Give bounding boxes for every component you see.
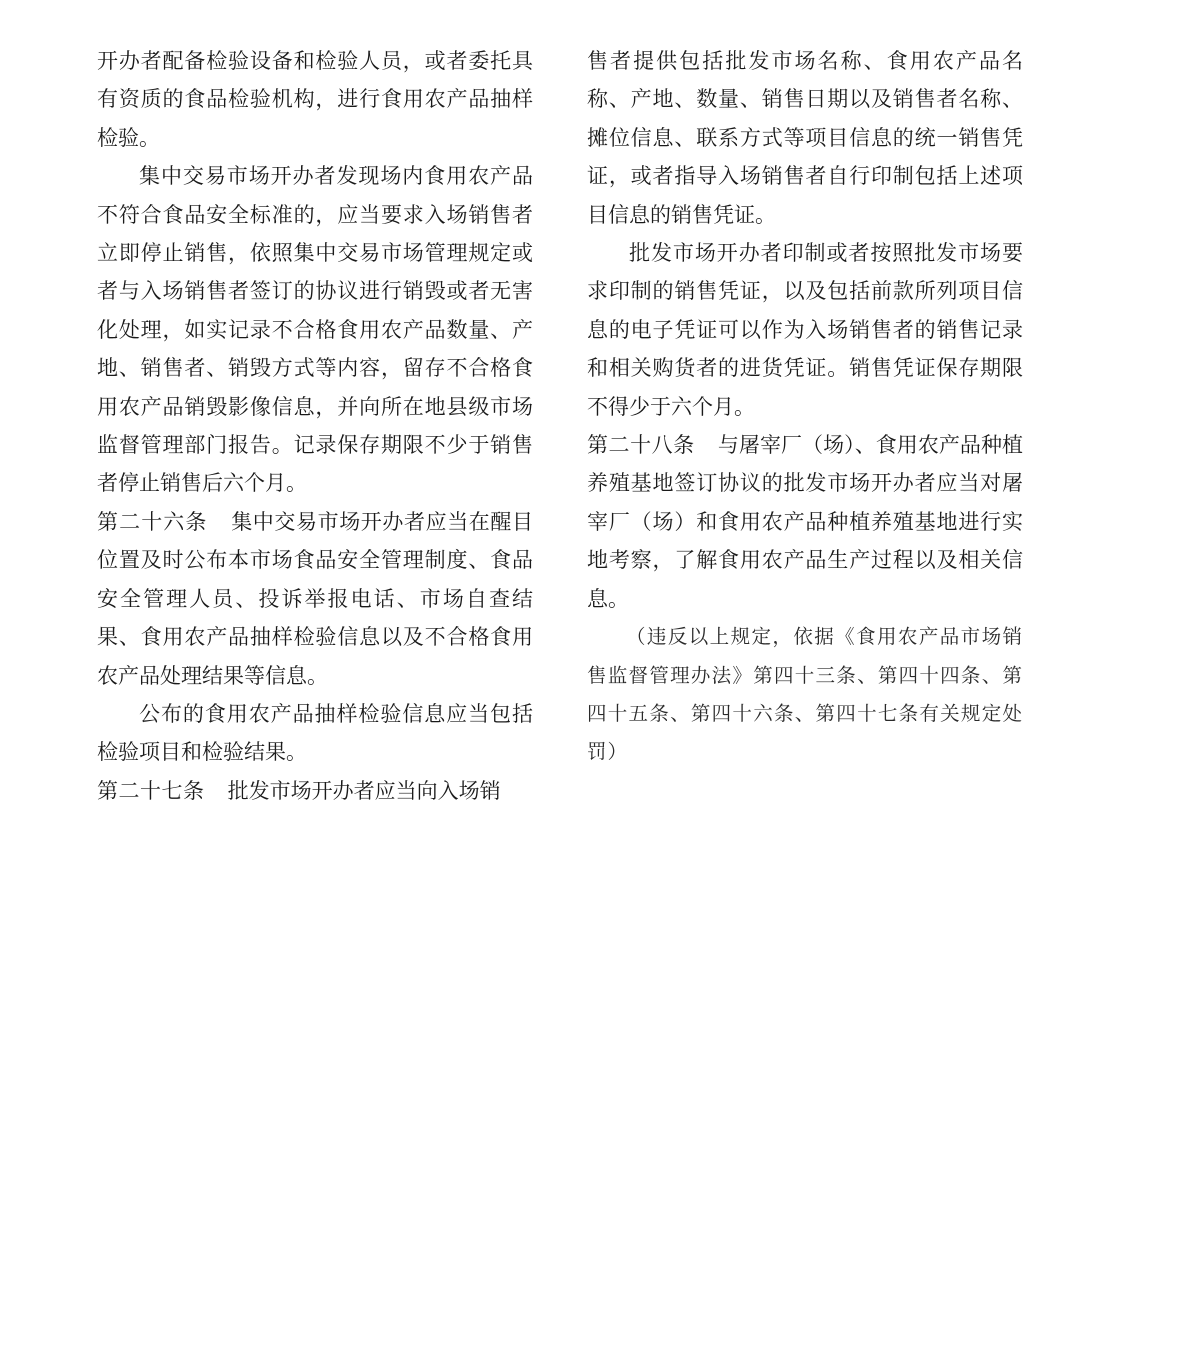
article-27-body-start: 批发市场开办者应当向入场销 — [227, 778, 501, 803]
article-26 — [97, 503, 533, 695]
penalty-note: （违反以上规定，依据《食用农产品市场销售监督管理办法》第四十三条、第四十四条、第四十五条、第四十六条、第四十七条有关规定处罚） — [587, 625, 1023, 764]
article-28 — [587, 426, 1023, 618]
article-28-body: 与屠宰厂（场）、食用农产品种植养殖基地签订协议的批发市场开办者应当对屠宰厂（场）和食用农产品种植养殖基地进行实地考察，了解食用农产品生产过程以及相关信息。 — [587, 433, 1024, 611]
article-26-body: 集中交易市场开办者应当在醒目位置及时公布本市场食品安全管理制度、食品安全管理人员、投诉举报电话、市场自查结果、食用农产品抽样检验信息以及不合格食用农产品处理结果等信息。 — [97, 509, 534, 688]
left-column — [97, 42, 533, 810]
paragraph-sales-voucher: 批发市场开办者印制或者按照批发市场要求印制的销售凭证，以及包括前款所列项目信息的电子凭证可以作为入场销售者的销售记录和相关购货者的进货凭证。销售凭证保存期限不得少于六个月。 — [587, 241, 1023, 419]
article-28-heading: 第二十八条 — [587, 433, 695, 458]
paragraph-nonconforming-products: 集中交易市场开办者发现场内食用农产品不符合食品安全标准的，应当要求入场销售者立即停止销售，依照集中交易市场管理规定或者与入场销售者签订的协议进行销毁或者无害化处理，如实记录不合格食用农产品数量、产地、销售者、销毁方式等内容，留存不合格食用农产品销毁影像信息，并向所在地县级市场监督管理部门报告。记录保存期限不少于销售者停止销售后六个月。 — [97, 164, 533, 496]
paragraph-published-info: 公布的食用农产品抽样检验信息应当包括检验项目和检验结果。 — [97, 701, 533, 765]
article-27 — [97, 772, 533, 810]
article-27-body-continued: 售者提供包括批发市场名称、食用农产品名称、产地、数量、销售日期以及销售者名称、摊位信息、联系方式等项目信息的统一销售凭证，或者指导入场销售者自行印制包括上述项目信息的销售凭证。 — [587, 49, 1023, 227]
article-27-heading: 第二十七条 — [97, 778, 205, 803]
paragraph-continued: 开办者配备检验设备和检验人员，或者委托具有资质的食品检验机构，进行食用农产品抽样检验。 — [97, 49, 533, 150]
right-column — [587, 42, 1023, 772]
article-26-heading: 第二十六条 — [97, 509, 208, 534]
